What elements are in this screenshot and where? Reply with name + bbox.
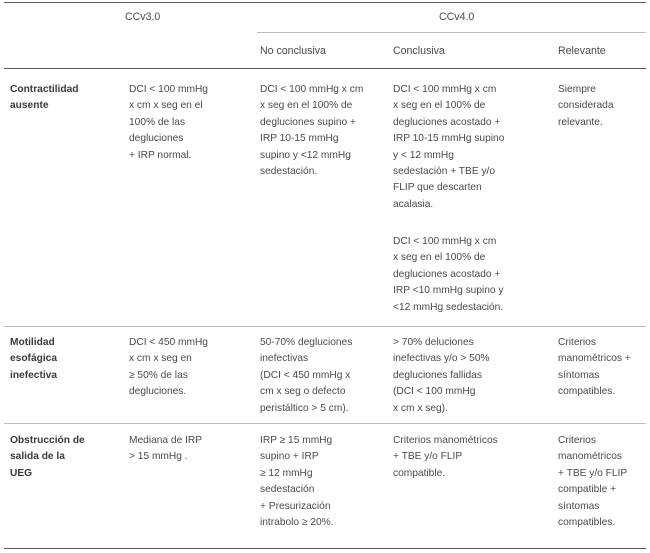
row-label-motilidad: Motilidad esofágica inefectiva (10, 337, 57, 381)
row-label-contractilidad: Contractilidad ausente (10, 84, 79, 112)
row2-ccv3: DCI < 450 mmHg x cm x seg en ≥ 50% de las degluciones. (129, 337, 208, 398)
row2-relevante: Criterios manométricos + síntomas compatibles. (558, 337, 631, 398)
row3-ccv3: Mediana de IRP > 15 mmHg . (129, 435, 203, 463)
row1-ccv3: DCI < 100 mmHg x cm x seg en el 100% de las degluciones + IRP normal. (129, 84, 208, 161)
row1-conclusiva-alt: DCI < 100 mmHg x cm x seg en el 100% de degluciones acostado + IRP <10 mmHg supino y <12 mmHg sedestación. (393, 236, 504, 313)
header-ccv4: CCv4.0 (439, 11, 475, 23)
row1-relevante: Siempre considerada relevante. (558, 84, 614, 128)
header-bottom-rule (4, 68, 646, 69)
header-no-conclusiva: No conclusiva (260, 45, 326, 57)
table-top-rule (4, 2, 646, 3)
row3-conclusiva: Criterios manométricos + TBE y/o FLIP compatible. (393, 435, 498, 479)
row-divider-2 (4, 423, 646, 424)
header-group-rule (257, 32, 646, 33)
row3-no-conclusiva: IRP ≥ 15 mmHg supino + IRP ≥ 12 mmHg sedestación + Presurización intrabolo ≥ 20%. (260, 435, 334, 529)
row2-conclusiva: > 70% deluciones inefectivas y/o > 50% degluciones fallidas (DCI < 100 mmHg x cm x seg). (393, 337, 490, 414)
row2-no-conclusiva: 50-70% degluciones inefectivas (DCI < 450 mmHg x cm x seg o defecto peristáltico > 5 cm). (260, 337, 353, 414)
row1-conclusiva: DCI < 100 mmHg x cm x seg en el 100% de degluciones acostado + IRP 10-15 mmHg supino y < 12 mmHg sedestación + TBE y/o FLIP que descarten acalasia. (393, 84, 505, 210)
row3-relevante: Criterios manométricos + TBE y/o FLIP compatible + síntomas compatibles. (558, 435, 628, 529)
row1-no-conclusiva: DCI < 100 mmHg x cm x seg en el 100% de degluciones supino + IRP 10-15 mmHg supino y <12 mmHg sedestación. (260, 84, 364, 178)
row-divider-1 (4, 326, 646, 327)
row-label-obstruccion: Obstrucción de salida de la UEG (10, 435, 85, 479)
header-conclusiva: Conclusiva (393, 45, 445, 57)
table-bottom-rule (4, 548, 646, 549)
header-relevante: Relevante (558, 45, 606, 57)
header-ccv3: CCv3.0 (125, 11, 161, 23)
